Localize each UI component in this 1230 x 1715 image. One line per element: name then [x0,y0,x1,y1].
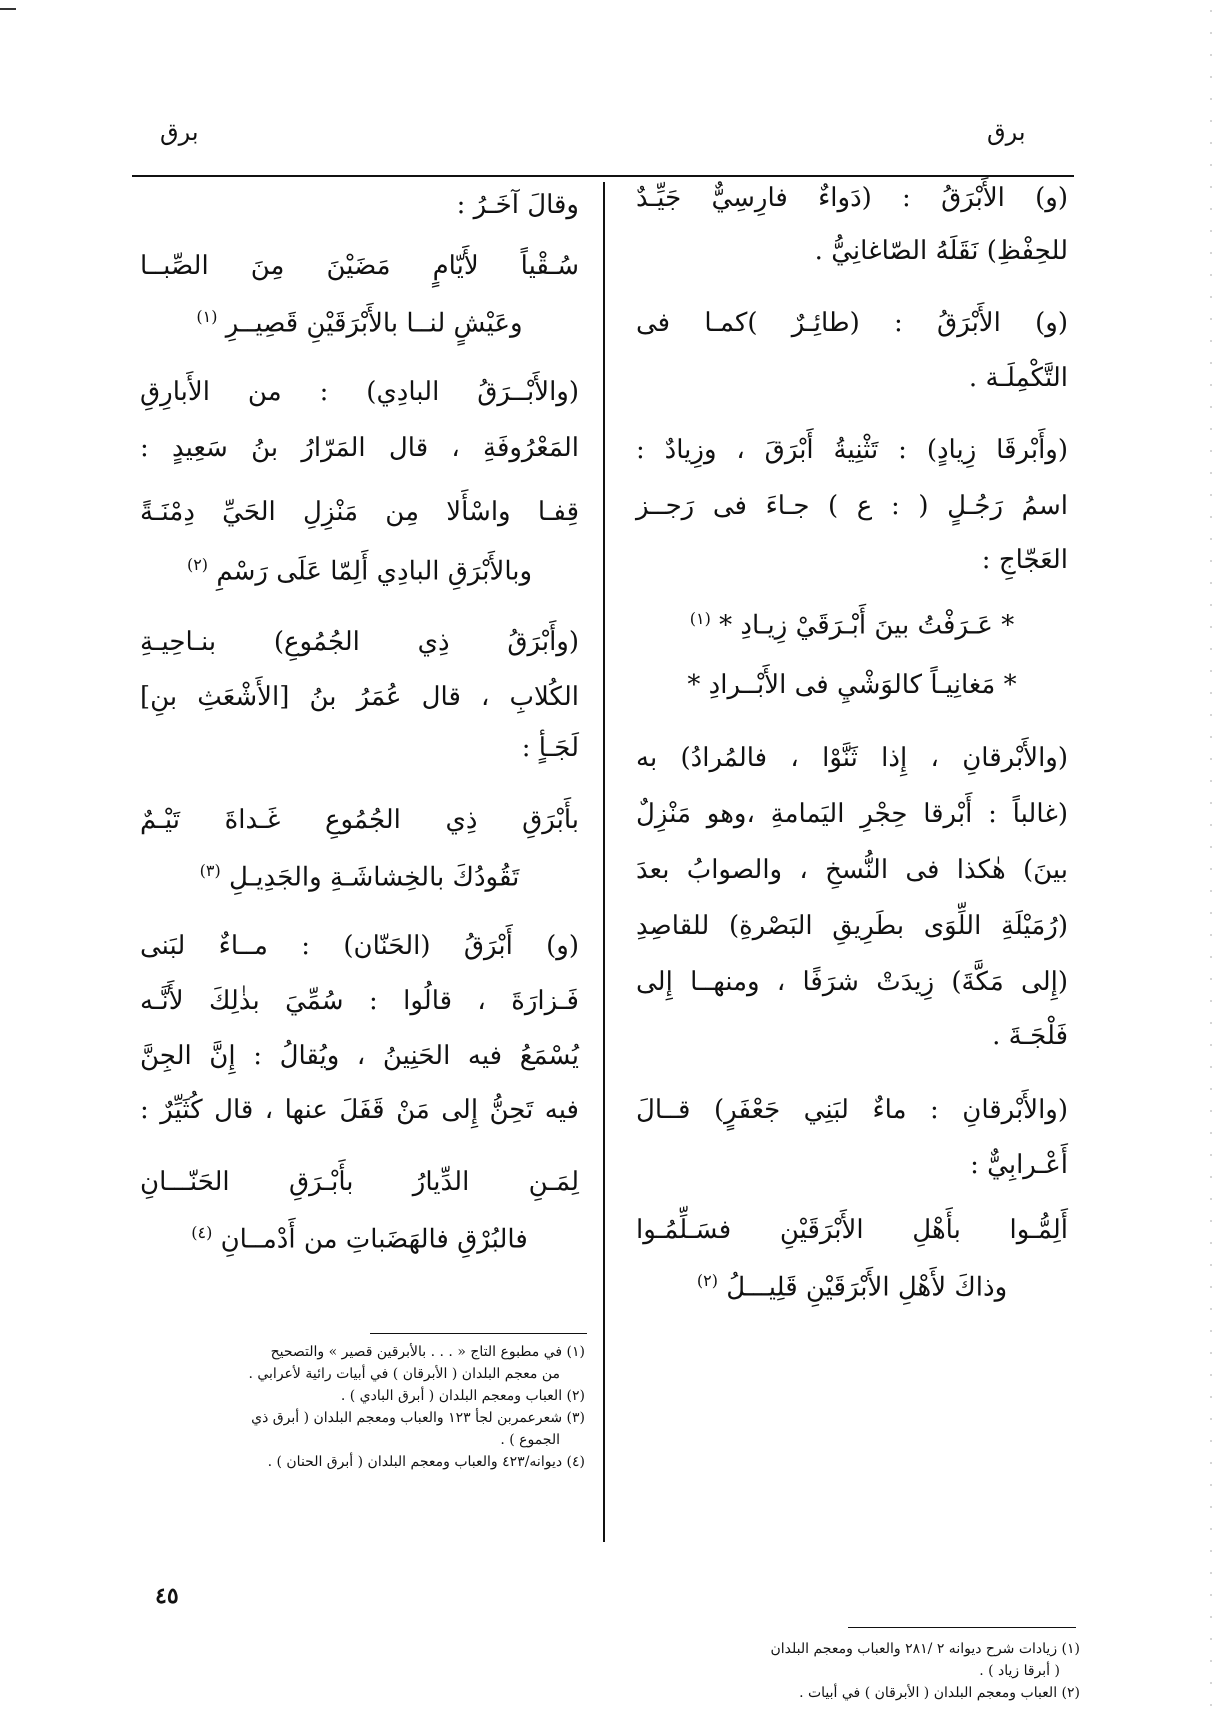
verse-line: قِفـا واسْأَلا مِن مَنْزِلِ الحَيِّ دِمْنَـةً [140,497,579,527]
text-line: (غالباً : أَبْرقا حِجْرِ اليَمامةِ ،وهو مَنْزِلٌ [636,799,1068,829]
verse-text: * عَـرَفْتُ بينَ أَبْـرَقَيْ زِيـادِ * [719,610,1015,641]
text-line: (رُمَيْلَةِ اللِّوَى بطَرِيقِ البَصْرةِ) للقاصِدِ [636,911,1068,941]
text-line: فَلْجَـةَ . [992,1021,1068,1051]
verse-text: تَقُودُكَ بالخِشاشَـةِ والجَدِيـلِ [229,862,520,893]
footnote: (٤) ديوانه/٤٢٣ والعباب ومعجم البلدان ( أبرق الحنان ) . [267,1454,585,1470]
footnote: (١) زيادات شرح ديوانه ٢ /٢٨١ والعباب ومعجم البلدان [770,1641,1080,1657]
footnote: (٣) شعرعمربن لجأ ١٢٣ والعباب ومعجم البلدان ( أبرق ذي [251,1410,585,1426]
text-line: (و) أَبْرَقُ (الحَنّان) : مــاءٌ لبَنى [140,931,579,961]
footnote: من معجم البلدان ( الأبرقان ) في أبيات رائية لأعرابي . [248,1366,560,1382]
text-line: لَجَـأٍ : [521,733,579,763]
text-line: (وأَبْرقَا زِيادٍ) : تَثْنِيةُ أَبْرَقَ ، وزِيادٌ : [636,435,1068,465]
text-line: فيه تَحِنُّ إِلى مَنْ قَفَلَ عنها ، قال كُثَيِّرٌ : [140,1095,579,1125]
verse-text: وبالأَبْرَقِ البادِي أَلِمّا عَلَى رَسْمِ [216,556,533,587]
running-header-left: برق [160,118,199,146]
binding-dots [1208,0,1214,1715]
text-line: (والأَبْرقانِ : ماءٌ لبَنِي جَعْفَرٍ) قــالَ [636,1095,1068,1125]
text-line: للحِفْظِ) نَقَلَهُ الصّاغانِيُّ . [814,236,1068,266]
text-line: (وأَبْرَقُ ذِي الجُمُوعِ) بنـاحِيـةِ [140,627,579,657]
footnote-mark: (١) [196,307,218,326]
footnote-mark: (٢) [696,1271,718,1290]
text-line: العَجّاجِ : [981,545,1068,575]
verse-line [132,1225,587,1253]
footnote-mark: (٤) [191,1223,213,1242]
verse-line: لِمَـنِ الدِّيارُ بأَبْـرَقِ الحَنّـــانِ [140,1167,579,1197]
text-line: أَعْـرابِيٌّ : [970,1150,1068,1180]
text-line: التَّكْمِلَـة . [968,363,1068,393]
text-line: (والأَبْــرَقُ البادِي) : من الأَبارِقِ [140,377,579,407]
footnote: (٢) العباب ومعجم البلدان ( الأبرقان ) في أبيات . [799,1685,1080,1701]
verse-text: وعَيْشٍ لنــا بالأَبْرَقَيْنِ قَصِيــرِ [225,308,523,339]
page-number: ٤٥ [155,1583,179,1609]
text-line: (والأَبْرقانِ ، إِذا ثَنَّوْا ، فالمُرادُ) به [636,743,1068,773]
verse-line [132,863,587,891]
footnote: (١) في مطبوع التاج « . . . بالأبرقين قصير » والتصحيح [270,1344,585,1360]
verse-line [132,309,587,337]
text-line: فَـزارَةَ ، قالُوا : سُمِّيَ بذٰلِكَ لأَنَّـه [140,986,579,1016]
text-line: (و) الأَبْرَقُ : (طائِـرٌ )كمـا فى [636,308,1068,338]
footnote-mark: (١) [689,609,711,628]
footnote-mark: (٢) [186,555,209,574]
verse-line [628,1273,1076,1301]
verse-line [628,611,1076,639]
verse-line [132,557,587,585]
text-line: المَعْرُوفَةِ ، قال المَرّارُ بنُ سَعِيدٍ : [140,433,579,463]
verse-line: أَلِمُّـوا بأَهْلِ الأَبْرَقَيْنِ فسَـلِّمُـوا [636,1215,1068,1245]
verse-text: وذاكَ لأَهْلِ الأَبْرَقَيْنِ قَلِيـــلُ [726,1272,1008,1303]
footnote-rule [848,1627,1076,1628]
text-line: (إِلى مَكَّةَ) زِيدَتْ شرَفًا ، ومنهــا إِلى [636,967,1068,997]
verse-text: فالبُرْقِ فالهَضَباتِ من أَدْمــانِ [220,1224,528,1255]
verse-line: سُـقْياً لأَيّامٍ مَضَيْنَ مِنَ الصِّبــا [140,251,579,281]
footnote-mark: (٣) [199,861,221,880]
verse-line: * مَغانِيـاً كالوَشْيِ فى الأَبْــرادِ * [687,670,1017,700]
text-line: وقالَ آخَـرُ : [456,190,579,220]
footnote-rule [370,1333,587,1334]
text-line: الكُلابِ ، قال عُمَرُ بنُ [الأَشْعَثِ بنِ] [140,682,579,712]
footnote: الجموع ) . [500,1432,560,1448]
verse-line: بأَبْرَقِ ذِي الجُمُوعِ غَـداةَ تَيْـمٌ [140,805,579,835]
footnote: ( أبرقا زياد ) . [979,1663,1060,1679]
footnote: (٢) العباب ومعجم البلدان ( أبرق البادي ) . [340,1388,585,1404]
column-divider [603,182,605,1542]
running-header-right: برق [987,118,1026,146]
corner-mark [0,0,16,10]
text-line: (و) الأَبْرَقُ : (دَواءٌ فارِسِيٌّ جَيِّـدٌ [636,183,1068,213]
header-rule [132,175,1074,177]
text-line: بينَ) هٰكذا فى النُّسخِ ، والصوابُ بعدَ [636,855,1068,885]
text-line: يُسْمَعُ فيه الحَنِينُ ، ويُقالُ : إِنَّ الجِنَّ [140,1041,579,1071]
text-line: اسمُ رَجُـلٍ ( : ع ) جـاءَ فى رَجــز [636,491,1068,521]
